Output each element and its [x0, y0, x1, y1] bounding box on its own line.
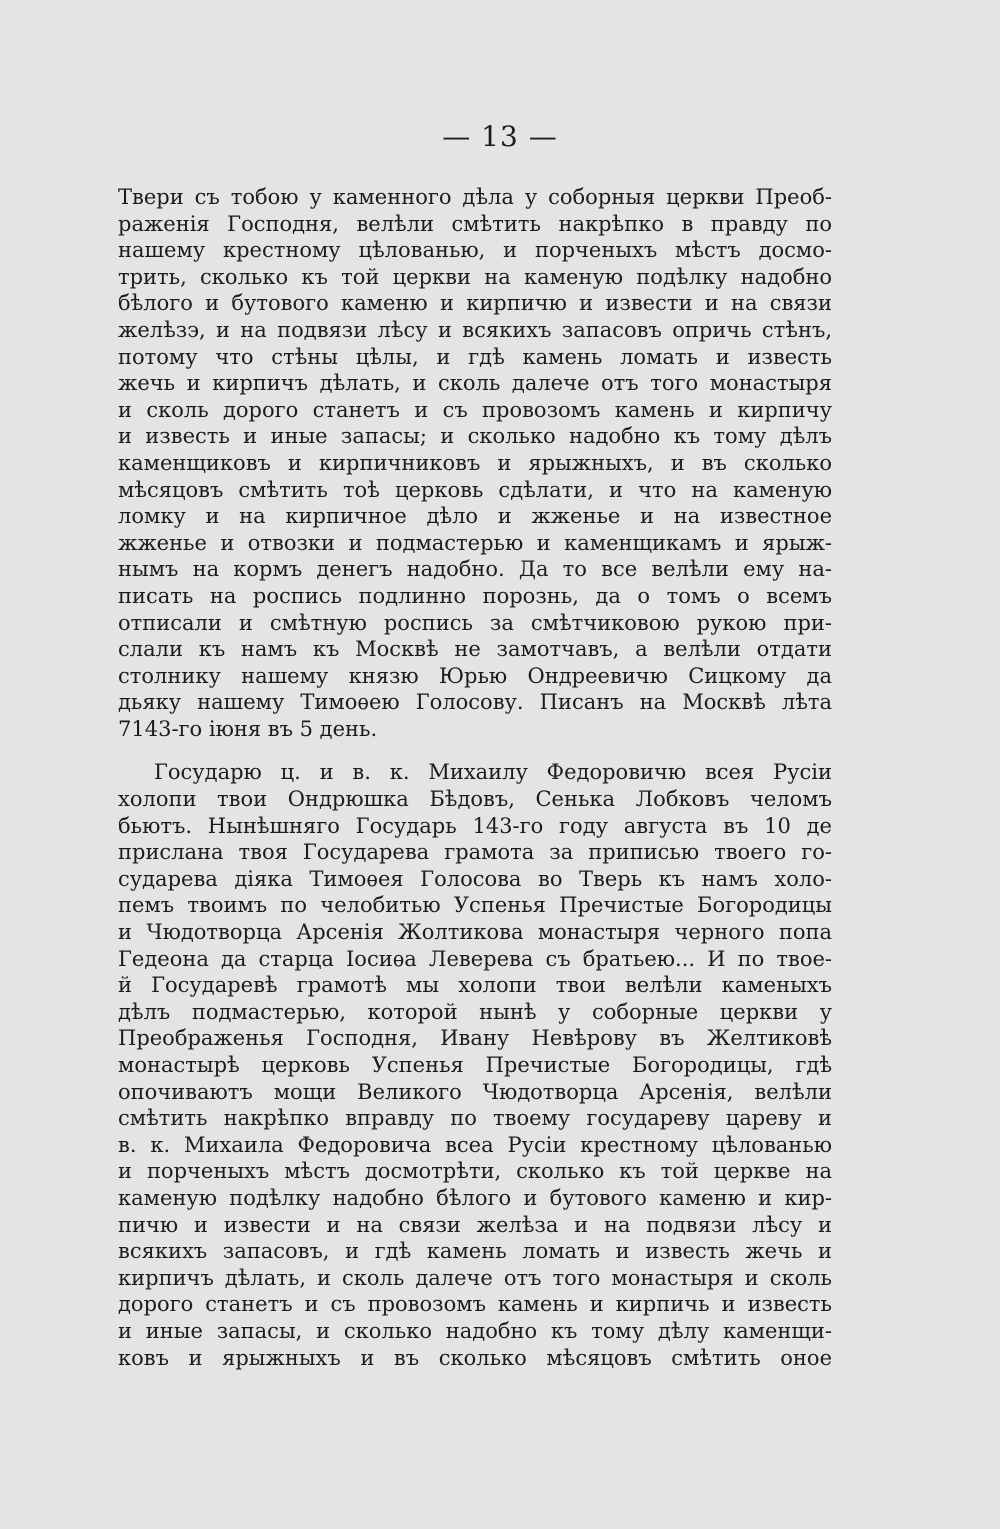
text-line: Государю ц. и в. к. Михаилу Федоровичю всея Русіи	[154, 760, 832, 785]
text-line: и сколь дорого станетъ и съ провозомъ камень и кирпичу	[118, 397, 832, 422]
text-line: и Чюдотворца Арсенія Жолтикова монастыря черного попа	[118, 920, 832, 945]
text-line: й Государевѣ грамотѣ мы холопи твои велѣли каменыхъ	[118, 973, 832, 998]
text-line: раженія Господня, велѣли смѣтить накрѣпко в правду по	[118, 211, 832, 236]
text-line: и известь и иные запасы; и сколько надобно къ тому дѣлъ	[118, 424, 832, 449]
text-line: ломку и на кирпичное дѣло и жженье и на известное	[118, 504, 832, 529]
text-line: дорого станетъ и съ провозомъ камень и кирпичь и известь	[118, 1292, 832, 1317]
text-line: кирпичъ дѣлать, и сколь далече отъ того монастыря и сколь	[118, 1265, 832, 1290]
text-line: холопи твои Ондрюшка Бѣдовъ, Сенька Лобковъ челомъ	[118, 787, 832, 812]
text-line: опочиваютъ мощи Великого Чюдотворца Арсенія, велѣли	[118, 1079, 832, 1104]
text-line: трить, сколько къ той церкви на каменую подѣлку надобно	[118, 264, 832, 289]
text-line: прислана твоя Государева грамота за приписью твоего го-	[118, 840, 832, 865]
page-number: — 13 —	[442, 120, 558, 153]
text-line: нашему крестному цѣлованью, и порченыхъ мѣстъ досмо-	[118, 238, 832, 263]
text-line: бѣлого и бутового каменю и кирпичю и извести и на связи	[118, 291, 832, 316]
paragraph-2	[118, 759, 832, 1371]
text-line: нымъ на кормъ денегъ надобно. Да то все велѣли ему на-	[118, 557, 832, 582]
text-line: столнику нашему князю Юрью Ондреевичю Сицкому да	[118, 663, 832, 688]
text-line: жечь и кирпичъ дѣлать, и сколь далече отъ того монастыря	[118, 371, 832, 396]
text-line: смѣтить накрѣпко вправду по твоему государеву цареву и	[118, 1106, 832, 1131]
text-line: монастырѣ церковь Успенья Пречистые Богородицы, гдѣ	[118, 1053, 832, 1077]
text-line: потому что стѣны цѣлы, и гдѣ камень ломать и известь	[118, 344, 832, 369]
text-line: пичю и извести и на связи желѣза и на подвязи лѣсу и	[118, 1212, 832, 1237]
body-text	[118, 184, 832, 1371]
text-line: отписали и смѣтную роспись за смѣтчиковою рукою при-	[118, 610, 832, 635]
text-line: всякихъ запасовъ, и гдѣ камень ломать и известь жечь и	[118, 1239, 832, 1264]
text-line: мѣсяцовъ смѣтить тоѣ церковь сдѣлати, и что на каменую	[118, 477, 832, 502]
text-line: каменщиковъ и кирпичниковъ и ярыжныхъ, и въ сколько	[118, 450, 832, 475]
text-line: жженье и отвозки и подмастерью и каменщикамъ и ярыж-	[118, 530, 832, 555]
text-line: Твери съ тобою у каменного дѣла у соборныя церкви Преоб-	[118, 185, 832, 209]
text-line: каменую подѣлку надобно бѣлого и бутового каменю и кир-	[118, 1185, 832, 1210]
text-line: и порченыхъ мѣстъ досмотрѣти, сколько къ той церкве на	[118, 1159, 832, 1184]
text-line: писать на роспись подлинно порознь, да о томъ о всемъ	[118, 583, 832, 608]
text-line: слали къ намъ къ Москвѣ не замотчавъ, а велѣли отдати	[118, 637, 832, 662]
text-line: Преображенья Господня, Ивану Невѣрову въ Желтиковѣ	[118, 1026, 832, 1051]
paragraph-1	[118, 184, 832, 742]
text-line: пемъ твоимъ по челобитью Успенья Пречистые Богородицы	[118, 893, 832, 918]
text-line: ковъ и ярыжныхъ и въ сколько мѣсяцовъ смѣтить оное	[118, 1345, 832, 1370]
text-line: дьяку нашему Тимоѳею Голосову. Писанъ на Москвѣ лѣта	[118, 690, 832, 715]
text-line: желѣзэ, и на подвязи лѣсу и всякихъ запасовъ опричь стѣнъ,	[118, 317, 832, 342]
text-line: дѣлъ подмастерью, которой нынѣ у соборные церкви у	[118, 999, 832, 1024]
text-line: 7143-го іюня въ 5 день.	[118, 716, 378, 741]
text-line: Гедеона да старца Іосиѳа Леверева съ братьею... И по твое-	[118, 946, 832, 971]
text-line: сударева діяка Тимоѳея Голосова во Тверь къ намъ холо-	[118, 866, 832, 891]
paragraph-gap	[118, 742, 832, 759]
text-line: бьютъ. Нынѣшняго Государь 143-го году августа въ 10 де	[118, 813, 832, 838]
text-line: в. к. Михаила Федоровича всеа Русіи крестному цѣлованью	[118, 1132, 832, 1157]
text-line: и иные запасы, и сколько надобно къ тому дѣлу каменщи-	[118, 1318, 832, 1343]
